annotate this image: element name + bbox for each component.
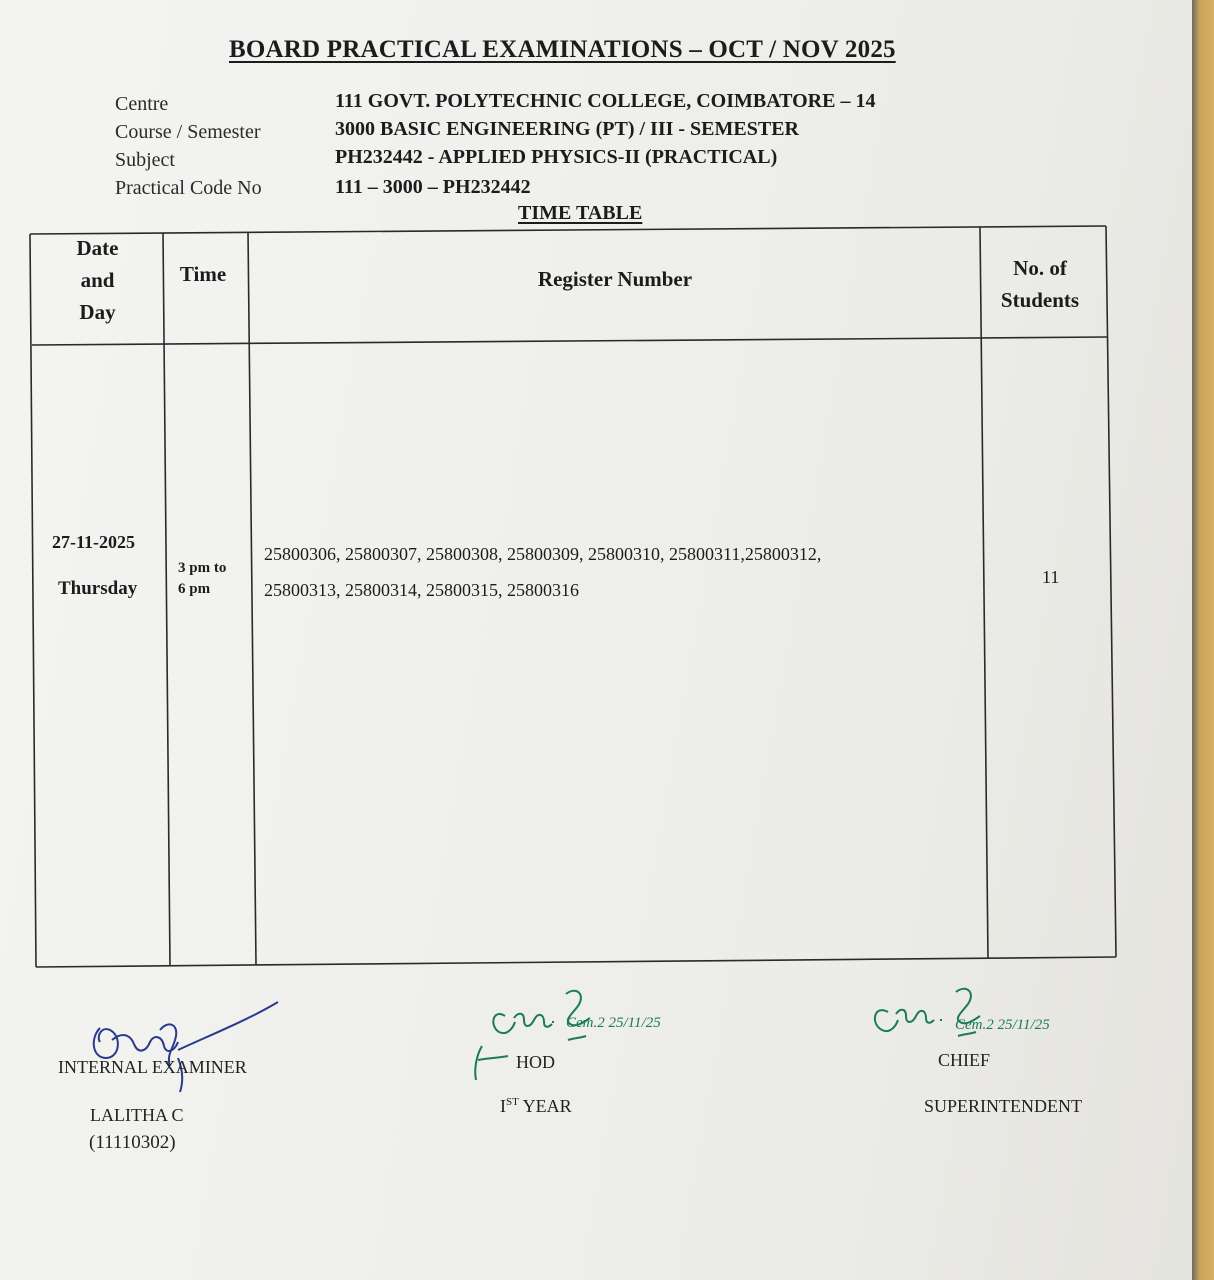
internal-examiner-name: LALITHA C bbox=[90, 1105, 184, 1125]
info-value-subject: PH232442 - APPLIED PHYSICS-II (PRACTICAL) bbox=[335, 146, 778, 168]
cell-time-line2: 6 pm bbox=[178, 581, 211, 597]
info-label-centre: Centre bbox=[115, 93, 169, 115]
info-label-practical-code: Practical Code No bbox=[115, 177, 262, 199]
header-register-number: Register Number bbox=[537, 267, 693, 291]
hod-year-label bbox=[500, 1096, 572, 1117]
cell-date: 27-11-2025 bbox=[52, 532, 135, 552]
cell-students-count: 11 bbox=[1042, 567, 1060, 587]
header-students-line2: Students bbox=[1000, 288, 1080, 312]
info-label-course: Course / Semester bbox=[115, 121, 261, 143]
header-date-line3: Day bbox=[79, 300, 116, 324]
document-title: BOARD PRACTICAL EXAMINATIONS – OCT / NOV 2025 bbox=[229, 36, 896, 63]
header-time: Time bbox=[179, 262, 227, 286]
header-date-line1: Date bbox=[76, 236, 119, 260]
hod-handwriting: Cem.2 25/11/25 bbox=[566, 1015, 661, 1031]
info-label-subject: Subject bbox=[115, 149, 175, 171]
info-value-centre: 111 GOVT. POLYTECHNIC COLLEGE, COIMBATORE – 14 bbox=[335, 90, 876, 112]
cell-day: Thursday bbox=[58, 578, 138, 599]
hod-year-superscript: ST bbox=[506, 1096, 519, 1108]
cell-register-line2: 25800313, 25800314, 25800315, 25800316 bbox=[264, 580, 579, 600]
hod-label: HOD bbox=[516, 1052, 555, 1072]
info-value-course: 3000 BASIC ENGINEERING (PT) / III - SEMESTER bbox=[335, 118, 799, 140]
cell-register-line1: 25800306, 25800307, 25800308, 25800309, 25800310, 25800311,25800312, bbox=[264, 544, 822, 564]
timetable-caption: TIME TABLE bbox=[518, 202, 643, 224]
info-value-practical-code: 111 – 3000 – PH232442 bbox=[335, 176, 531, 198]
internal-examiner-signature bbox=[94, 1002, 278, 1092]
superintendent-label: SUPERINTENDENT bbox=[924, 1096, 1082, 1116]
header-students-line1: No. of bbox=[1013, 256, 1067, 280]
internal-examiner-label: INTERNAL EXAMINER bbox=[58, 1057, 247, 1077]
hod-year-suffix: YEAR bbox=[518, 1096, 572, 1116]
hod-year-prefix: I bbox=[500, 1096, 506, 1116]
header-date-line2: and bbox=[80, 268, 115, 292]
chief-handwriting: Cem.2 25/11/25 bbox=[955, 1017, 1050, 1033]
chief-label: CHIEF bbox=[938, 1050, 991, 1070]
internal-examiner-id: (11110302) bbox=[89, 1132, 176, 1153]
cell-time-line1: 3 pm to bbox=[178, 560, 227, 576]
